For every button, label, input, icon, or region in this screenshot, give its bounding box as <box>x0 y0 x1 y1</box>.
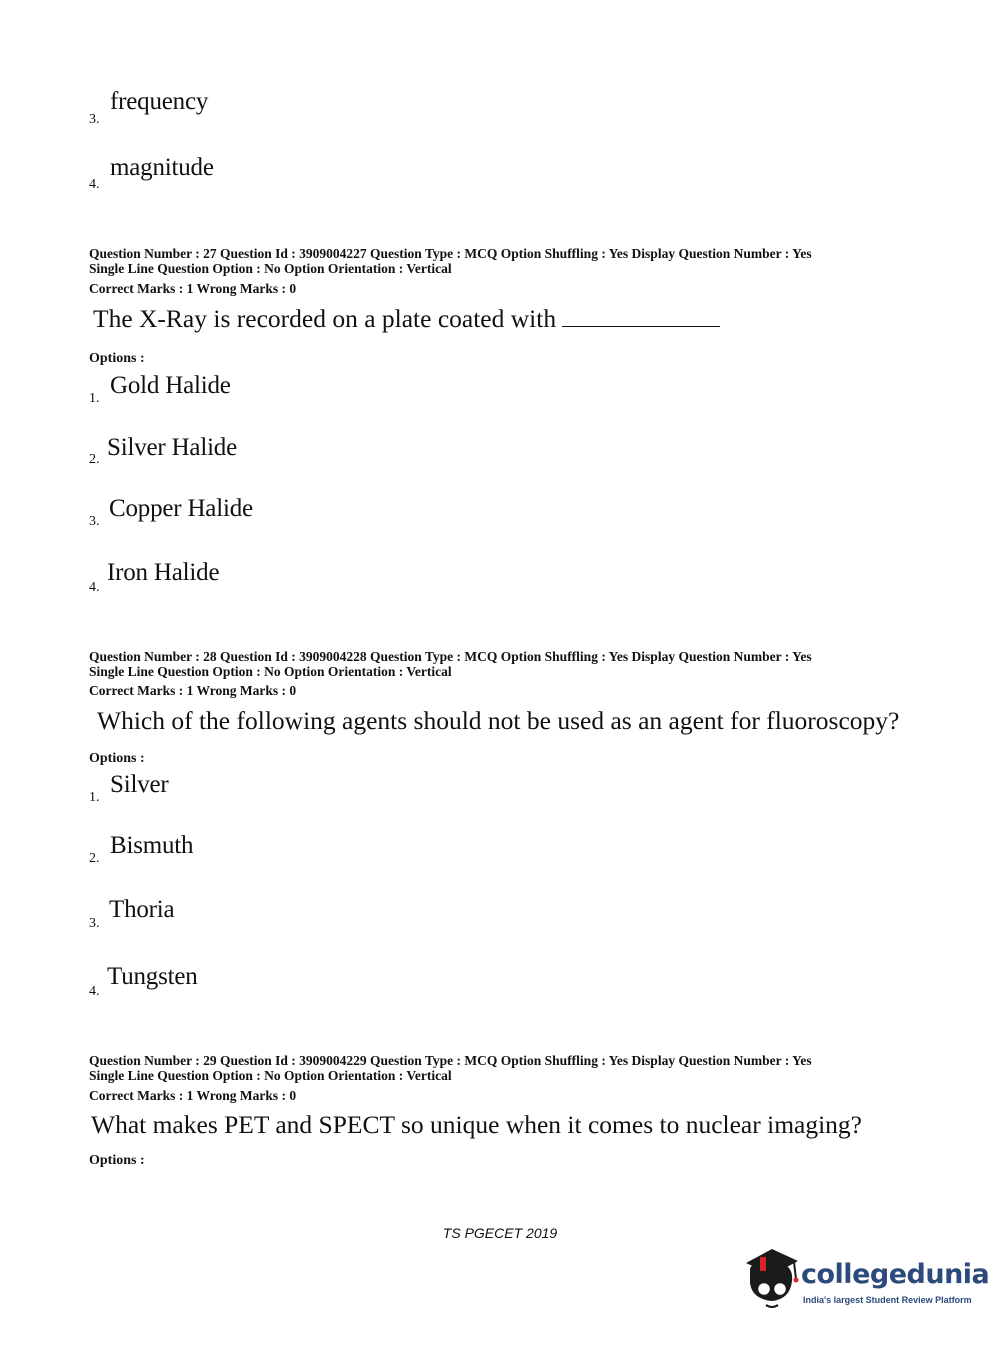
question-meta-line: Question Number : 28 Question Id : 3909004228 Question Type : MCQ Option Shuffling : Yes Display Question Number : Yes <box>89 649 812 664</box>
mascot-icon <box>742 1247 800 1315</box>
option-number: 3. <box>89 916 100 931</box>
option-number: 2. <box>89 851 100 866</box>
question-meta-line: Single Line Question Option : No Option Orientation : Vertical <box>89 261 452 276</box>
question-text: Which of the following agents should not be used as an agent for fluoroscopy? <box>97 706 900 735</box>
page-footer: TS PGECET 2019 <box>442 1225 558 1241</box>
option-number: 3. <box>89 112 100 127</box>
option-text: Copper Halide <box>109 495 253 522</box>
answer-blank <box>562 306 720 327</box>
option-number: 2. <box>89 452 100 467</box>
option-text: Iron Halide <box>107 559 220 586</box>
brand-logo <box>742 1247 990 1317</box>
option-number: 1. <box>89 391 100 406</box>
question-meta <box>89 649 812 679</box>
question-meta <box>89 246 812 276</box>
question-meta <box>89 1053 812 1083</box>
question-text: What makes PET and SPECT so unique when it comes to nuclear imaging? <box>91 1110 863 1139</box>
question-text <box>93 304 720 334</box>
option-text: Silver <box>110 771 169 798</box>
option-number: 4. <box>89 580 100 595</box>
question-meta-line: Single Line Question Option : No Option Orientation : Vertical <box>89 664 452 679</box>
option-number: 4. <box>89 984 100 999</box>
question-marks: Correct Marks : 1 Wrong Marks : 0 <box>89 281 297 296</box>
options-label: Options : <box>89 1153 145 1168</box>
option-number: 1. <box>89 790 100 805</box>
option-text: Thoria <box>109 896 175 923</box>
question-marks: Correct Marks : 1 Wrong Marks : 0 <box>89 1088 297 1103</box>
option-text: magnitude <box>110 154 214 181</box>
option-text: Silver Halide <box>107 434 238 461</box>
option-text: frequency <box>110 88 209 115</box>
option-text: Tungsten <box>107 963 198 990</box>
question-marks: Correct Marks : 1 Wrong Marks : 0 <box>89 683 297 698</box>
options-label: Options : <box>89 351 145 366</box>
question-meta-line: Single Line Question Option : No Option Orientation : Vertical <box>89 1068 452 1083</box>
question-meta-line: Question Number : 27 Question Id : 3909004227 Question Type : MCQ Option Shuffling : Yes Display Question Number : Yes <box>89 246 812 261</box>
option-text: Bismuth <box>110 832 194 859</box>
brand-tagline: India's largest Student Review Platform <box>803 1295 972 1305</box>
question-meta-line: Question Number : 29 Question Id : 3909004229 Question Type : MCQ Option Shuffling : Yes Display Question Number : Yes <box>89 1053 812 1068</box>
option-text: Gold Halide <box>110 372 231 399</box>
options-label: Options : <box>89 751 145 766</box>
question-text-content: The X-Ray is recorded on a plate coated with <box>93 304 557 333</box>
option-number: 3. <box>89 514 100 529</box>
brand-name: collegedunia <box>801 1259 990 1290</box>
option-number: 4. <box>89 177 100 192</box>
